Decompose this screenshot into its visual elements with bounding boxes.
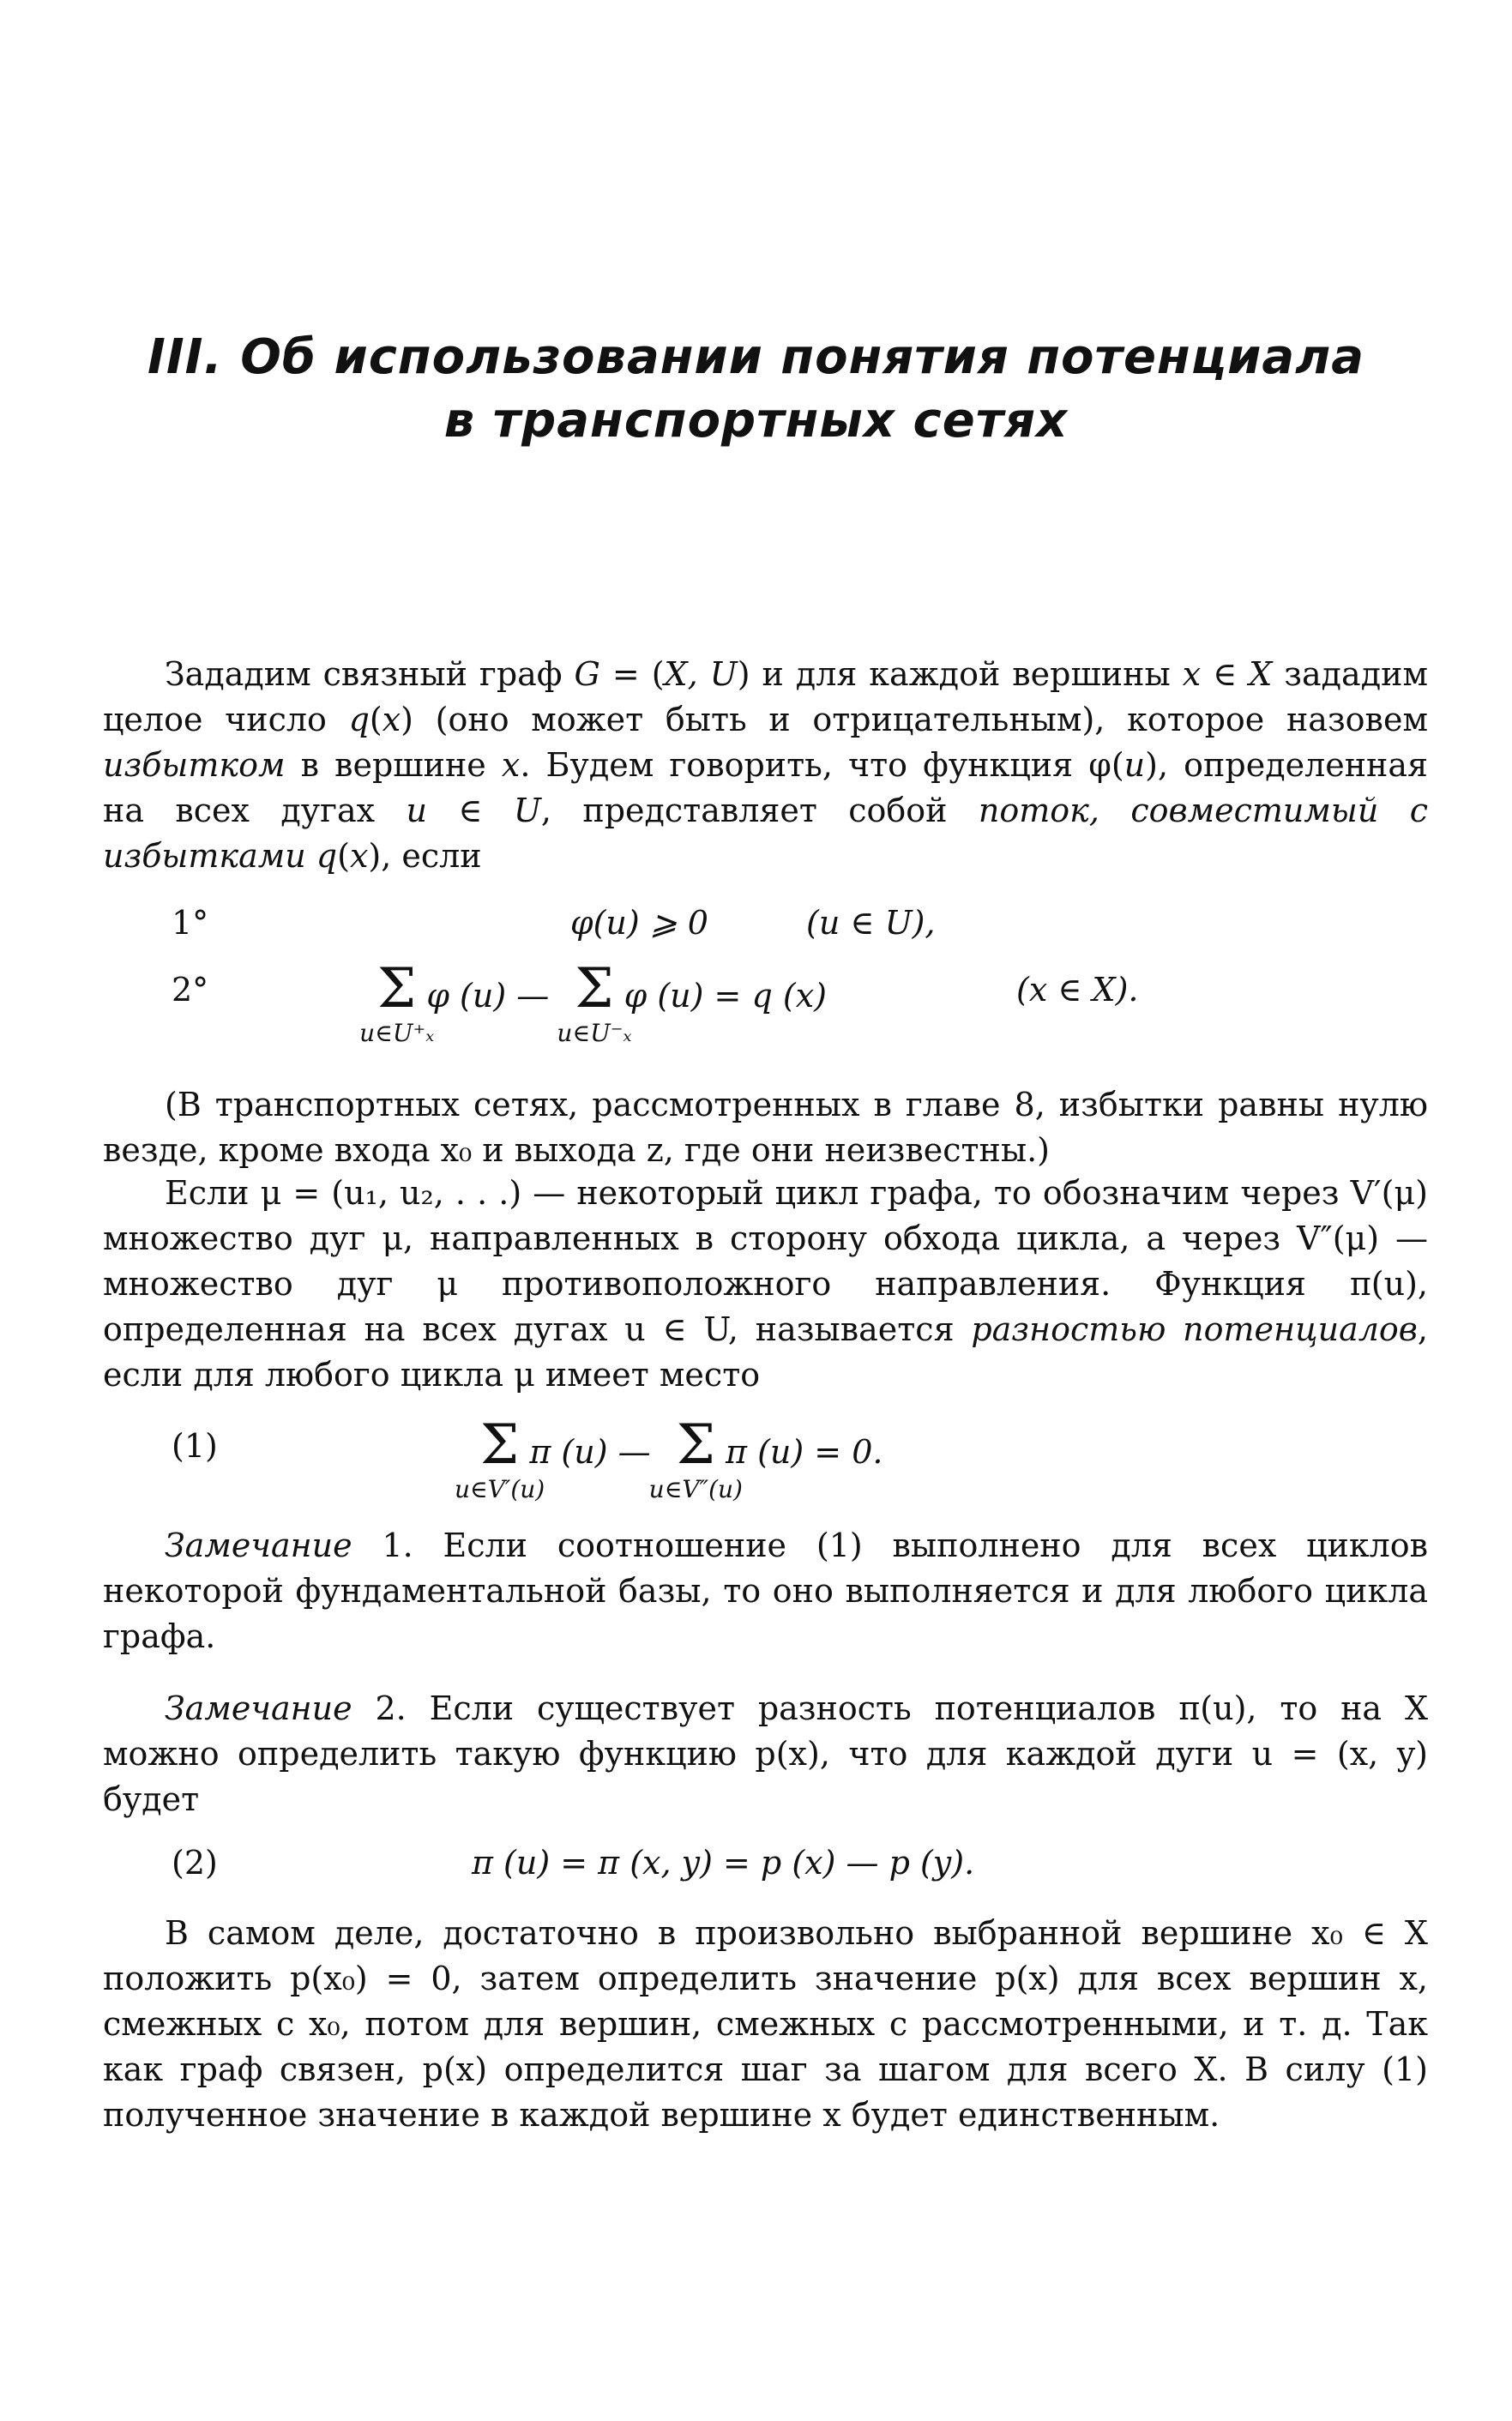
sum-3: Σ u∈V′(u) <box>455 1413 545 1503</box>
condition-1-domain: (u ∈ U), <box>806 904 936 942</box>
equation-1-label: (1) <box>172 1427 218 1465</box>
equation-2-label: (2) <box>172 1844 218 1882</box>
sum-4-index: u∈V″(u) <box>648 1475 743 1503</box>
sum-1-index: u∈U⁺ₓ <box>359 1019 435 1047</box>
condition-2-term-1: φ (u) — <box>426 977 550 1015</box>
equation-2-formula: π (u) = π (x, y) = p (x) — p (y). <box>472 1844 975 1882</box>
sum-2: Σ u∈U⁻ₓ <box>557 957 632 1047</box>
remark-2-label: Замечание <box>165 1689 352 1727</box>
condition-2-formula <box>359 957 827 1047</box>
remark-1: Замечание 1. Если соотношение (1) выполнено для всех циклов некоторой фундаментальной базы, то оно выполняется и для любого цикла графа. <box>103 1527 1428 1655</box>
equation-1-term-2: π (u) = 0. <box>726 1433 883 1471</box>
condition-1-formula: φ(u) ⩾ 0 <box>570 904 708 942</box>
equation-1-term-1: π (u) — <box>529 1433 651 1471</box>
equation-1 <box>103 1413 1428 1518</box>
section-title <box>103 326 1409 453</box>
remark-2: Замечание 2. Если существует разность потенциалов π(u), то на X можно определить такую функцию p(x), что для каждой дуги u = (x, y) будет <box>103 1689 1428 1818</box>
sum-1: Σ u∈U⁺ₓ <box>359 957 435 1047</box>
sum-3-index: u∈V′(u) <box>455 1475 545 1503</box>
paragraph-proof: В самом деле, достаточно в произвольно выбранной вершине x₀ ∈ X положить p(x₀) = 0, затем определить значение p(x) для всех вершин x, смежных с x₀, потом для вершин, смежных с рассмотренными, и т. д. Так как граф связен, p(x) определится шаг за шагом для всего X. В силу (1) полученное значение в каждой вершине x будет единственным. <box>103 1914 1428 2134</box>
condition-2 <box>103 957 1428 1062</box>
condition-1-label: 1° <box>172 904 209 942</box>
emphasis-excess: избытком <box>103 746 286 784</box>
remark-1-label: Замечание <box>165 1527 352 1564</box>
emphasis-potential-difference: разностью потенциалов <box>971 1310 1418 1348</box>
sum-4: Σ u∈V″(u) <box>648 1413 743 1503</box>
section-title-line-2: в транспортных сетях <box>443 393 1069 449</box>
paragraph-definition-potential: Если μ = (u₁, u₂, . . .) — некоторый цикл графа, то обозначим через V′(μ) множество дуг μ, направленных в сторону обхода цикла, а через V″(μ) — множество дуг μ противоположного направления. Функция π(u), определенная на всех дугах u ∈ U, называется разностью потенциалов, если для любого цикла μ имеет место <box>103 1174 1429 1394</box>
condition-2-label: 2° <box>172 971 209 1009</box>
equation-1-formula <box>455 1413 883 1503</box>
sum-2-index: u∈U⁻ₓ <box>557 1019 632 1047</box>
paragraph-definition-flow: Зададим связный граф G = (X, U) и для каждой вершины x ∈ X зададим целое число q(x) (оно может быть и отрицательным), которое назовем избытком в вершине x. Будем говорить, что функция φ(u), определенная на всех дугах u ∈ U, представляет собой поток, совместимый с избытками q(x), если <box>103 655 1428 875</box>
emphasis-compatible-flow: поток, совместимый с избытками <box>103 792 1428 875</box>
section-title-line-1: III. Об использовании понятия потенциала <box>148 329 1364 385</box>
condition-2-domain: (x ∈ X). <box>1016 971 1139 1009</box>
paragraph-transport-note: (В транспортных сетях, рассмотренных в главе 8, избытки равны нулю везде, кроме входа x₀ и выхода z, где они неизвестны.) <box>103 1086 1428 1169</box>
condition-2-term-2: φ (u) = q (x) <box>623 977 827 1015</box>
